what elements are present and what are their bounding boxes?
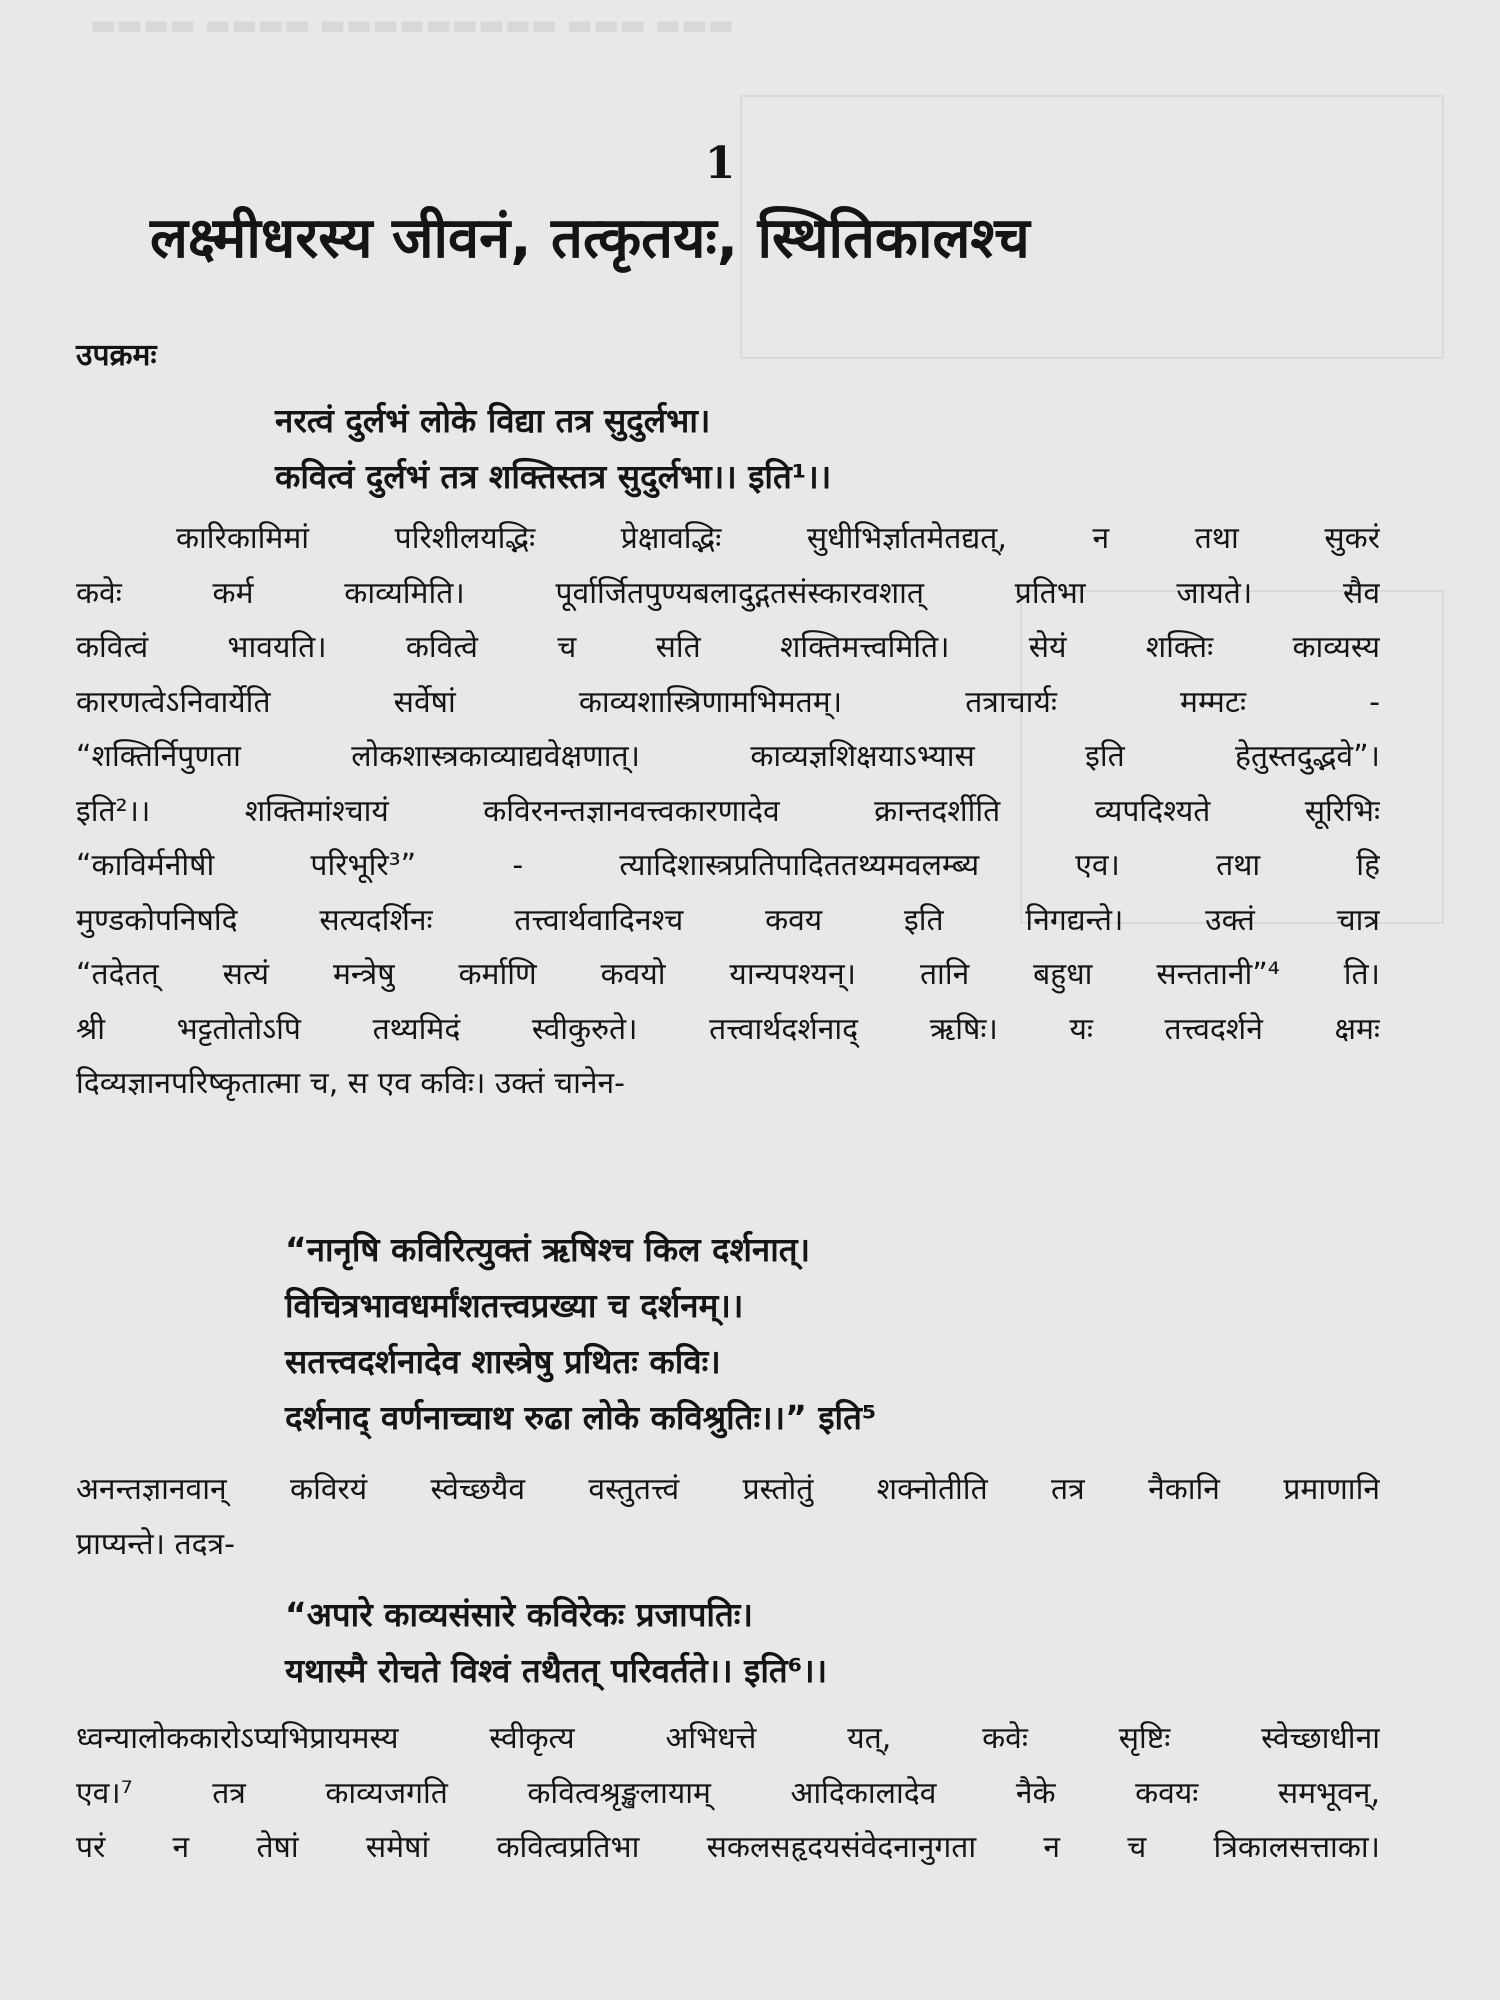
paragraph-line: अनन्तज्ञानवान् कविरयं स्वेच्छयैव वस्तुतत्त्वं प्रस्तोतुं शक्नोतीति तत्र नैकानि प्रमाणानि — [76, 1472, 1380, 1507]
paragraph-3 — [76, 1712, 1380, 1876]
verse-line: नरत्वं दुर्लभं लोके विद्या तत्र सुदुर्लभा। — [275, 401, 711, 440]
verse-line: कवित्वं दुर्लभं तत्र शक्तिस्तत्र सुदुर्लभा।। इति¹।। — [275, 457, 832, 496]
paragraph-line: श्री भट्टतोतोऽपि तथ्यमिदं स्वीकुरुते। तत्त्वार्थदर्शनाद् ऋषिः। यः तत्त्वदर्शने क्षमः — [76, 1011, 1380, 1047]
verse-block-3 — [285, 1587, 827, 1699]
verse-block-1 — [275, 393, 831, 505]
show-through-text: ▬▬▬ ▬▬▬ ▬▬▬▬▬▬▬▬▬ ▬▬▬▬ ▬▬▬▬ — [90, 8, 735, 41]
paragraph-line: मुण्डकोपनिषदि सत्यदर्शिनः तत्त्वार्थवादिनश्च कवय इति निगद्यन्ते। उक्तं चात्र — [76, 902, 1380, 938]
paragraph-line: प्राप्यन्ते। तदत्र- — [76, 1526, 235, 1562]
verse-line: दर्शनाद् वर्णनाच्चाथ रुढा लोके कविश्रुतिः।।” इति⁵ — [285, 1398, 877, 1437]
paragraph-line: दिव्यज्ञानपरिष्कृतात्मा च, स एव कविः। उक्तं चानेन- — [76, 1066, 625, 1101]
verse-line: “अपारे काव्यसंसारे कविरेकः प्रजापतिः। — [285, 1595, 753, 1634]
paragraph-line: परं न तेषां समेषां कवित्वप्रतिभा सकलसहृदयसंवेदनानुगता न च त्रिकालसत्ताका। — [76, 1830, 1380, 1865]
paragraph-line: “शक्तिर्निपुणता लोकशास्त्रकाव्याद्यवेक्षणात्। काव्यज्ञशिक्षयाऽभ्यास इति हेतुस्तदुद्भवे”। — [76, 739, 1380, 774]
paragraph-line: “काविर्मनीषी परिभूरि³” - त्यादिशास्त्रप्रतिपादिततथ्यमवलम्ब्य एव। तथा हि — [76, 848, 1380, 883]
paragraph-1 — [76, 512, 1380, 1112]
verse-line: “नानृषि कविरित्युक्तं ऋषिश्च किल दर्शनात्। — [285, 1230, 811, 1269]
verse-line: सतत्त्वदर्शनादेव शास्त्रेषु प्रथितः कविः। — [285, 1342, 721, 1381]
chapter-title: लक्ष्मीधरस्य जीवनं, तत्कृतयः, स्थितिकालश्च — [150, 206, 1030, 271]
paragraph-line: कारिकामिमां परिशीलयद्भिः प्रेक्षावद्भिः सुधीभिर्ज्ञातमेतद्यत्, न तथा सुकरं — [176, 521, 1380, 556]
paragraph-line: ध्वन्यालोककारोऽप्यभिप्रायमस्य स्वीकृत्य अभिधत्ते यत्, कवेः सृष्टिः स्वेच्छाधीना — [76, 1721, 1380, 1756]
verse-line: विचित्रभावधर्मांशतत्त्वप्रख्या च दर्शनम्।। — [285, 1286, 744, 1325]
section-heading: उपक्रमः — [76, 338, 157, 373]
paragraph-line: “तदेतत् सत्यं मन्त्रेषु कर्माणि कवयो यान्यपश्यन्। तानि बहुधा सन्ततानी”⁴ ति। — [76, 957, 1380, 992]
paragraph-line: कवित्वं भावयति। कवित्वे च सति शक्तिमत्त्वमिति। सेयं शक्तिः काव्यस्य — [76, 630, 1380, 665]
verse-block-2 — [285, 1222, 876, 1446]
paragraph-line: कारणत्वेऽनिवार्येति सर्वेषां काव्यशास्त्रिणामभिमतम्। तत्राचार्यः मम्मटः - — [76, 684, 1380, 720]
paragraph-line: इति²।। शक्तिमांश्चायं कविरनन्तज्ञानवत्त्वकारणादेव क्रान्तदर्शीति व्यपदिश्यते सूरिभिः — [76, 793, 1380, 829]
chapter-number: 1 — [704, 138, 736, 189]
paragraph-line: एव।⁷ तत्र काव्यजगति कवित्वश्रृङ्खलायाम् आदिकालादेव नैके कवयः समभूवन्, — [76, 1775, 1380, 1811]
verse-line: यथास्मै रोचते विश्वं तथैतत् परिवर्तते।। इति⁶।। — [285, 1651, 828, 1690]
paragraph-2 — [76, 1463, 1380, 1572]
paragraph-line: कवेः कर्म काव्यमिति। पूर्वार्जितपुण्यबलादुद्गतसंस्कारवशात् प्रतिभा जायते। सैव — [76, 575, 1380, 611]
